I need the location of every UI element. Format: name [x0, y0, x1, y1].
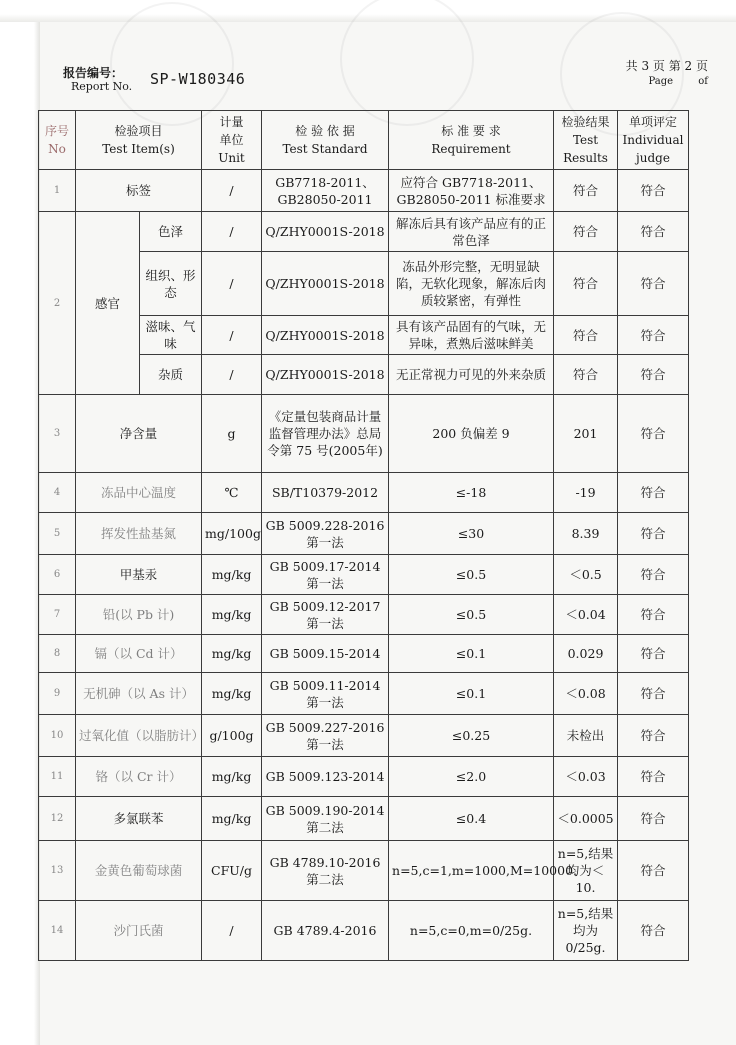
row-result: ＜0.0005 — [554, 797, 618, 841]
row-judge: 符合 — [618, 757, 689, 797]
row-requirement: ≤0.5 — [389, 595, 554, 635]
row-unit: ℃ — [202, 473, 262, 513]
report-number: SP-W180346 — [150, 70, 246, 88]
report-label-en: Report No. — [71, 80, 133, 93]
row-result: ＜0.5 — [554, 555, 618, 595]
col-header-unit-en: Unit — [218, 151, 245, 165]
row-no: 5 — [39, 513, 76, 555]
row-result: 符合 — [554, 316, 618, 355]
row-result: 未检出 — [554, 715, 618, 757]
table-row — [39, 595, 689, 635]
row-requirement: 无正常视力可见的外来杂质 — [389, 355, 554, 395]
row-judge: 符合 — [618, 170, 689, 212]
row-standard: GB7718-2011、GB28050-2011 — [262, 170, 389, 212]
row-judge: 符合 — [618, 901, 689, 961]
page-indicator-cn: 共 3 页 第 2 页 — [625, 59, 708, 73]
row-requirement: ≤30 — [389, 513, 554, 555]
row-unit: mg/kg — [202, 595, 262, 635]
table-row — [39, 715, 689, 757]
row-standard: GB 4789.4-2016 — [262, 901, 389, 961]
row-standard: GB 5009.15-2014 — [262, 635, 389, 673]
row-item: 过氧化值（以脂肪计） — [76, 715, 202, 757]
row-no: 4 — [39, 473, 76, 513]
row-unit: mg/kg — [202, 635, 262, 673]
row-judge: 符合 — [618, 555, 689, 595]
row-standard: GB 5009.12-2017 第一法 — [262, 595, 389, 635]
row-requirement: ≤0.25 — [389, 715, 554, 757]
report-number-label — [63, 66, 132, 94]
row-item: 铅(以 Pb 计) — [76, 595, 202, 635]
col-header-unit — [202, 111, 262, 170]
row-unit: / — [202, 170, 262, 212]
row-no: 9 — [39, 673, 76, 715]
row-result: 符合 — [554, 170, 618, 212]
row-group: 感官 — [76, 212, 140, 395]
col-header-item — [76, 111, 202, 170]
row-judge: 符合 — [618, 252, 689, 316]
row-requirement: ≤2.0 — [389, 757, 554, 797]
col-header-no: 序号No — [39, 111, 76, 170]
col-header-result-en: Test Results — [563, 133, 608, 165]
table-row — [39, 797, 689, 841]
col-header-requirement-en: Requirement — [431, 142, 511, 156]
row-requirement: ≤0.4 — [389, 797, 554, 841]
row-judge: 符合 — [618, 841, 689, 901]
row-item: 镉（以 Cd 计） — [76, 635, 202, 673]
row-judge: 符合 — [618, 797, 689, 841]
row-item: 冻品中心温度 — [76, 473, 202, 513]
row-requirement: ≤0.1 — [389, 635, 554, 673]
scan-margin-left — [0, 0, 40, 1045]
row-result: 8.39 — [554, 513, 618, 555]
row-result: 201 — [554, 395, 618, 473]
table-row — [39, 170, 689, 212]
col-header-unit-cn: 计量单位 — [219, 115, 244, 147]
row-unit: / — [202, 355, 262, 395]
row-subitem: 组织、形态 — [140, 252, 202, 316]
row-judge: 符合 — [618, 715, 689, 757]
row-result: ＜0.03 — [554, 757, 618, 797]
table-row — [39, 395, 689, 473]
row-requirement: n=5,c=0,m=0/25g. — [389, 901, 554, 961]
row-judge: 符合 — [618, 473, 689, 513]
row-subitem: 杂质 — [140, 355, 202, 395]
row-requirement: ≤0.5 — [389, 555, 554, 595]
row-unit: mg/kg — [202, 757, 262, 797]
row-standard: GB 5009.227-2016 第一法 — [262, 715, 389, 757]
report-label-cn: 报告编号： — [63, 66, 124, 80]
row-no: 10 — [39, 715, 76, 757]
row-unit: / — [202, 212, 262, 252]
row-item: 净含量 — [76, 395, 202, 473]
table-row — [39, 555, 689, 595]
row-judge: 符合 — [618, 316, 689, 355]
row-standard: Q/ZHY0001S-2018 — [262, 252, 389, 316]
row-standard: GB 5009.190-2014 第二法 — [262, 797, 389, 841]
col-header-item-en: Test Item(s) — [102, 142, 175, 156]
row-judge: 符合 — [618, 595, 689, 635]
row-requirement: ≤0.1 — [389, 673, 554, 715]
watermark-seal — [110, 2, 234, 126]
row-unit: mg/100g — [202, 513, 262, 555]
table-row — [39, 901, 689, 961]
row-result: 符合 — [554, 252, 618, 316]
row-no: 12 — [39, 797, 76, 841]
table-row — [39, 212, 689, 252]
col-header-standard-cn: 检 验 依 据 — [295, 124, 355, 138]
table-row — [39, 841, 689, 901]
col-header-requirement — [389, 111, 554, 170]
row-standard: 《定量包装商品计量监督管理办法》总局令第 75 号(2005年) — [262, 395, 389, 473]
col-header-result — [554, 111, 618, 170]
col-header-item-cn: 检验项目 — [114, 124, 163, 138]
row-requirement: ≤-18 — [389, 473, 554, 513]
col-header-judge-en: Individual judge — [622, 133, 684, 165]
row-standard: Q/ZHY0001S-2018 — [262, 212, 389, 252]
row-item: 多氯联苯 — [76, 797, 202, 841]
col-header-judge — [618, 111, 689, 170]
row-judge: 符合 — [618, 635, 689, 673]
row-judge: 符合 — [618, 395, 689, 473]
table-row — [39, 635, 689, 673]
row-standard: GB 5009.123-2014 — [262, 757, 389, 797]
row-result: n=5,结果均为0/25g. — [554, 901, 618, 961]
row-item: 金黄色葡萄球菌 — [76, 841, 202, 901]
row-no: 14 — [39, 901, 76, 961]
row-no: 11 — [39, 757, 76, 797]
table-row — [39, 673, 689, 715]
table-row — [39, 473, 689, 513]
row-unit: mg/kg — [202, 797, 262, 841]
row-item: 挥发性盐基氮 — [76, 513, 202, 555]
row-no: 7 — [39, 595, 76, 635]
row-subitem: 滋味、气味 — [140, 316, 202, 355]
table-row — [39, 513, 689, 555]
row-standard: GB 5009.11-2014 第一法 — [262, 673, 389, 715]
col-header-judge-cn: 单项评定 — [629, 115, 678, 129]
row-unit: / — [202, 901, 262, 961]
test-results-table — [38, 110, 689, 961]
row-unit: g — [202, 395, 262, 473]
row-item: 无机砷（以 As 计） — [76, 673, 202, 715]
row-requirement: 200 负偏差 9 — [389, 395, 554, 473]
row-judge: 符合 — [618, 673, 689, 715]
col-header-standard-en: Test Standard — [282, 142, 368, 156]
row-unit: / — [202, 316, 262, 355]
table-header-row — [39, 111, 689, 170]
row-result: ＜0.08 — [554, 673, 618, 715]
row-result: 符合 — [554, 212, 618, 252]
row-standard: Q/ZHY0001S-2018 — [262, 316, 389, 355]
row-no: 8 — [39, 635, 76, 673]
row-unit: g/100g — [202, 715, 262, 757]
row-standard: GB 5009.228-2016 第一法 — [262, 513, 389, 555]
row-no: 6 — [39, 555, 76, 595]
row-item: 沙门氏菌 — [76, 901, 202, 961]
row-result: 0.029 — [554, 635, 618, 673]
col-header-standard — [262, 111, 389, 170]
page-indicator-en: Page of — [648, 76, 708, 87]
col-header-requirement-cn: 标 准 要 求 — [441, 124, 501, 138]
row-result: n=5,结果均为＜10. — [554, 841, 618, 901]
row-result: -19 — [554, 473, 618, 513]
row-judge: 符合 — [618, 513, 689, 555]
row-requirement: 解冻后具有该产品应有的正常色泽 — [389, 212, 554, 252]
row-standard: SB/T10379-2012 — [262, 473, 389, 513]
row-unit: / — [202, 252, 262, 316]
row-standard: Q/ZHY0001S-2018 — [262, 355, 389, 395]
row-no: 2 — [39, 212, 76, 395]
row-item: 铬（以 Cr 计） — [76, 757, 202, 797]
row-judge: 符合 — [618, 355, 689, 395]
row-unit: CFU/g — [202, 841, 262, 901]
row-no: 3 — [39, 395, 76, 473]
row-requirement: 冻品外形完整，无明显缺陷，无软化现象，解冻后肉质较紧密，有弹性 — [389, 252, 554, 316]
row-standard: GB 5009.17-2014 第一法 — [262, 555, 389, 595]
row-no: 13 — [39, 841, 76, 901]
row-standard: GB 4789.10-2016 第二法 — [262, 841, 389, 901]
row-unit: mg/kg — [202, 555, 262, 595]
row-requirement: 应符合 GB7718-2011、GB28050-2011 标准要求 — [389, 170, 554, 212]
row-result: 符合 — [554, 355, 618, 395]
watermark-seal — [340, 0, 474, 126]
row-requirement: 具有该产品固有的气味，无异味，煮熟后滋味鲜美 — [389, 316, 554, 355]
row-unit: mg/kg — [202, 673, 262, 715]
row-judge: 符合 — [618, 212, 689, 252]
table-row — [39, 757, 689, 797]
page-indicator — [626, 58, 708, 90]
row-requirement: n=5,c=1,m=1000,M=10000. — [389, 841, 554, 901]
col-header-result-cn: 检验结果 — [561, 115, 610, 129]
row-subitem: 色泽 — [140, 212, 202, 252]
row-no: 1 — [39, 170, 76, 212]
row-result: ＜0.04 — [554, 595, 618, 635]
row-item: 甲基汞 — [76, 555, 202, 595]
row-item: 标签 — [76, 170, 202, 212]
